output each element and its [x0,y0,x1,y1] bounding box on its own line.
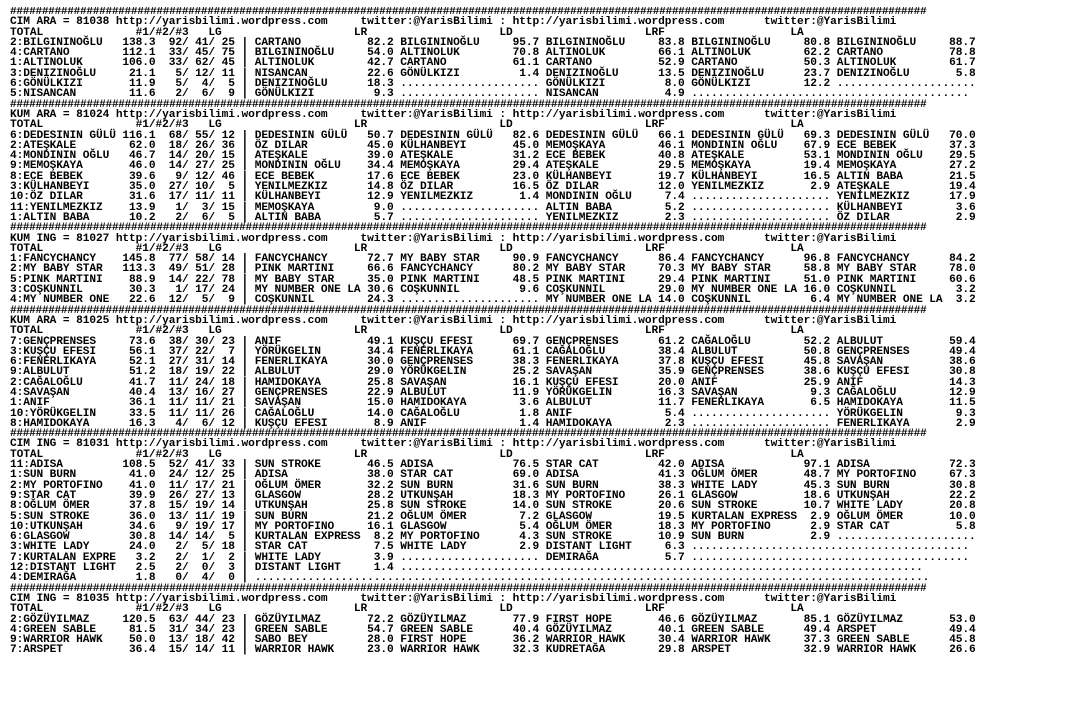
horse-row-line: 3:WHITE LADY 24.0 2/ 5/ 18 | STAR CAT 7.5 WHITE LADY 2.9 DISTANT LIGHT 6.3 .......................................... [10,541,969,554]
horse-row-line: 10:YÖRÜKGELIN 33.5 11/ 11/ 26 | CAĞALOĞLU 14.0 CAĞALOĞLU 1.8 ANIF 5.4 ..................... YÖRÜKGELIN 9.3 [10,407,976,420]
horse-row-line: 5:PINK MARTINI 88.9 14/ 22/ 78 | MY BABY STAR 35.0 PINK MARTINI 48.5 PINK MARTINI 29.4 PINK MARTINI 51.0 PINK MARTINI 60.6 [10,273,976,286]
horse-row-line: 10:UTKUNŞAH 34.6 9/ 19/ 17 | MY PORTOFINO 16.1 GLASGOW 5.4 OĞLUM ÖMER 18.3 MY PORTOFINO 2.9 STAR CAT 5.8 [10,520,976,533]
horse-row-line: 6:DEDESININ GÜLÜ 116.1 68/ 55/ 12 | DEDESININ GÜLÜ 50.7 DEDESININ GÜLÜ 82.6 DEDESININ GÜLÜ 66.1 DEDESININ GÜLÜ 69.3 DEDESININ GÜLÜ 70.0 [10,129,976,142]
horse-row-line: 3:KUŞÇU EFESI 56.1 37/ 22/ 7 | YÖRÜKGELIN 34.4 FENERLIKAYA 61.1 CAĞALOĞLU 38.4 ALBULUT 50.8 GENÇPRENSES 49.4 [10,345,976,358]
horse-row-line: 2:CAĞALOĞLU 41.7 11/ 24/ 18 | HAMIDOKAYA 25.8 SAVAŞAN 16.1 KUŞÇU EFESI 20.0 ANIF 25.9 ANIF 14.3 [10,376,976,389]
column-header-line: TOTAL #1/#2/#3 LG LR LD LRF LA [10,325,804,338]
horse-row-line: 11:ADISA 108.5 52/ 41/ 33 | SUN STROKE 46.5 ADISA 76.5 STAR CAT 42.0 ADISA 97.1 ADISA 72.3 [10,459,976,472]
horse-row-line: 11:YENILMEZKIZ 13.9 1/ 3/ 15 | MEMOŞKAYA 9.0 ..................... ALTIN BABA 5.2 ..................... KÜLHANBEYI 3.6 [10,201,976,214]
horse-row-line: 7:GENÇPRENSES 73.6 38/ 30/ 23 | ANIF 49.1 KUŞÇU EFESI 69.7 GENÇPRENSES 61.2 CAĞALOĞLU 52.2 ALBULUT 59.4 [10,335,976,348]
horse-row-line: 4:DEMIRAĞA 1.8 0/ 4/ 0 | ...................................................................................................... [10,572,930,585]
column-header-line: TOTAL #1/#2/#3 LG LR LD LRF LA [10,242,804,255]
separator-line: ################################################################################################################################################ [10,304,927,317]
race-header-line: KUM ARA = 81025 http://yarisbilimi.wordpress.com twitter:@YarisBilimi : http://yarisbilimi.wordpress.com twitter:@YarisBilimi [10,314,897,327]
horse-row-line: 4:MONDININ OĞLU 46.7 14/ 20/ 15 | ATEŞKALE 39.0 ATEŞKALE 31.2 ECE BEBEK 40.8 ATEŞKALE 53.1 MONDININ OĞLU 29.5 [10,150,976,163]
horse-row-line: 2:MY BABY STAR 113.3 49/ 51/ 28 | PINK MARTINI 66.6 FANCYCHANCY 80.2 MY BABY STAR 70.3 MY BABY STAR 58.8 MY BABY STAR 78.0 [10,263,976,276]
separator-line: ################################################################################################################################################ [10,7,927,18]
column-header-line: TOTAL #1/#2/#3 LG LR LD LRF LA [10,26,804,39]
horse-row-line: 2:GÖZÜYILMAZ 120.5 63/ 44/ 23 | GÖZÜYILMAZ 72.2 GÖZÜYILMAZ 77.9 FIRST HOPE 46.6 GÖZÜYILMAZ 85.1 GÖZÜYILMAZ 53.0 [10,613,976,626]
horse-row-line: 7:ARSPET 36.4 15/ 14/ 11 | WARRIOR HAWK 23.0 WARRIOR HAWK 32.3 KUDRETAĞA 29.8 ARSPET 32.9 WARRIOR HAWK 26.6 [10,644,976,657]
horse-row-line: 1:ALTIN BABA 10.2 2/ 6/ 5 | ALTIN BABA 5.7 ..................... YENILMEZKIZ 2.3 ..................... ÖZ DILAR 2.9 [10,211,976,224]
horse-row-line: 5:SUN STROKE 36.0 13/ 11/ 19 | SUN BURN 21.2 OĞLUM ÖMER 7.2 GLASGOW 19.5 KURTALAN EXPRESS 2.9 OĞLUM ÖMER 10.0 [10,510,976,523]
horse-row-line: 1:SUN BURN 41.0 24/ 12/ 25 | ADISA 38.0 STAR CAT 69.0 ADISA 41.3 OĞLUM ÖMER 48.7 MY PORTOFINO 67.3 [10,469,976,482]
race-header-line: CIM ING = 81035 http://yarisbilimi.wordpress.com twitter:@YarisBilimi : http://yarisbilimi.wordpress.com twitter:@YarisBilimi [10,592,897,605]
race-header-line: CIM ARA = 81038 http://yarisbilimi.wordpress.com twitter:@YarisBilimi : http://yarisbilimi.wordpress.com twitter:@YarisBilimi [10,16,897,29]
column-header-line: TOTAL #1/#2/#3 LG LR LD LRF LA [10,119,804,132]
horse-row-line: 4:GREEN SABLE 81.5 31/ 34/ 23 | GREEN SABLE 54.7 GREEN SABLE 40.4 GÖZÜYILMAZ 40.1 GREEN SABLE 49.4 ARSPET 49.4 [10,623,976,636]
horse-row-line: 2:ATEŞKALE 62.0 18/ 26/ 36 | ÖZ DILAR 45.0 KÜLHANBEYI 45.0 MEMOŞKAYA 46.1 MONDININ OĞLU 67.9 ECE BEBEK 37.3 [10,139,976,152]
race-header-line: KUM ING = 81027 http://yarisbilimi.wordpress.com twitter:@YarisBilimi : http://yarisbilimi.wordpress.com twitter:@YarisBilimi [10,232,897,245]
horse-row-line: 1:ALTINOLUK 106.0 33/ 62/ 45 | ALTINOLUK 42.7 CARTANO 61.1 CARTANO 52.9 CARTANO 50.3 ALTINOLUK 61.7 [10,57,976,70]
horse-row-line: 8:ECE BEBEK 39.6 9/ 12/ 46 | ECE BEBEK 17.6 ECE BEBEK 23.0 KÜLHANBEYI 19.7 KÜLHANBEYI 16.5 ALTIN BABA 21.5 [10,170,976,183]
column-header-line: TOTAL #1/#2/#3 LG LR LD LRF LA [10,448,804,461]
horse-row-line: 7:KURTALAN EXPRE 3.2 2/ 1/ 2 | WHITE LADY 3.9 ..................... DEMIRAĞA 5.7 .......................................... [10,551,969,564]
horse-row-line: 1:FANCYCHANCY 145.8 77/ 58/ 14 | FANCYCHANCY 72.7 MY BABY STAR 90.9 FANCYCHANCY 86.4 FANCYCHANCY 96.8 FANCYCHANCY 84.2 [10,253,976,266]
horse-row-line: 3:DENIZINOĞLU 21.1 5/ 12/ 11 | NISANCAN 22.6 GÖNÜLKIZI 1.4 DENIZINOĞLU 13.5 DENIZINOĞLU 23.7 DENIZINOĞLU 5.8 [10,67,976,80]
separator-line: ################################################################################################################################################ [10,98,927,111]
horse-row-line: 10:ÖZ DILAR 31.6 17/ 11/ 11 | KÜLHANBEYI 12.9 YENILMEZKIZ 1.4 MONDININ OĞLU 7.4 ..................... YENILMEZKIZ 17.9 [10,191,976,204]
separator-line: ################################################################################################################################################ [10,428,927,441]
horse-row-line: 8:OĞLUM ÖMER 37.8 15/ 19/ 14 | UTKUNŞAH 25.8 SUN STROKE 14.0 SUN STROKE 20.6 SUN STROKE 10.7 WHITE LADY 20.8 [10,500,976,513]
horse-row-line: 1:ANIF 36.1 11/ 11/ 21 | SAVAŞAN 15.0 HAMIDOKAYA 3.6 ALBULUT 11.7 FENERLIKAYA 6.5 HAMIDOKAYA 11.5 [10,397,976,410]
horse-row-line: 6:GLASGOW 30.8 14/ 14/ 5 | KURTALAN EXPRESS 8.2 MY PORTOFINO 4.3 SUN STROKE 10.9 SUN BURN 2.9 ..................... [10,531,976,544]
horse-row-line: 9:STAR CAT 39.9 26/ 27/ 13 | GLASGOW 28.2 UTKUNŞAH 18.3 MY PORTOFINO 26.1 GLASGOW 18.6 UTKUNŞAH 22.2 [10,489,976,502]
horse-row-line: 8:HAMIDOKAYA 16.3 4/ 6/ 12 | KUŞÇU EFESI 8.9 ANIF 1.4 HAMIDOKAYA 2.3 ..................... FENERLIKAYA 2.9 [10,417,976,430]
horse-row-line: 5:NISANCAN 11.6 2/ 6/ 9 | GÖNÜLKIZI 9.3 ..................... NISANCAN 4.9 .......................................... [10,88,969,101]
horse-row-line: 9:MEMOŞKAYA 46.0 14/ 27/ 25 | MONDININ OĞLU 34.4 MEMOŞKAYA 29.4 ATEŞKALE 29.5 MEMOŞKAYA 19.4 MEMOŞKAYA 27.2 [10,160,976,173]
race-report-sheet [10,7,1074,707]
horse-row-line: 3:COŞKUNNIL 30.3 1/ 17/ 24 | MY NUMBER ONE LA 30.6 COŞKUNNIL 9.6 COŞKUNNIL 29.0 MY NUMBER ONE LA 16.0 COŞKUNNIL 3.2 [10,284,976,297]
horse-row-line: 2:MY PORTOFINO 41.0 11/ 17/ 21 | OĞLUM ÖMER 32.2 SUN BURN 31.6 SUN BURN 38.3 WHITE LADY 45.3 SUN BURN 30.8 [10,479,976,492]
race-header-line: KUM ARA = 81024 http://yarisbilimi.wordpress.com twitter:@YarisBilimi : http://yarisbilimi.wordpress.com twitter:@YarisBilimi [10,108,897,121]
column-header-line: TOTAL #1/#2/#3 LG LR LD LRF LA [10,603,804,616]
horse-row-line: 12:DISTANT LIGHT 2.5 2/ 0/ 3 | DISTANT LIGHT 1.4 ............................................................................... [10,562,923,575]
separator-line: ################################################################################################################################################ [10,582,927,595]
horse-row-line: 6:GÖNÜLKIZI 11.9 5/ 4/ 5 | DENIZINOĞLU 18.3 ..................... GÖNÜLKIZI 8.0 GÖNÜLKIZI 12.2 ..................... [10,78,976,91]
horse-row-line: 4:SAVAŞAN 40.4 13/ 16/ 27 | GENÇPRENSES 22.9 ALBULUT 11.9 YÖRÜKGELIN 16.3 SAVAŞAN 9.3 CAĞALOĞLU 12.9 [10,386,976,399]
horse-row-line: 9:ALBULUT 51.2 18/ 19/ 22 | ALBULUT 29.0 YÖRÜKGELIN 25.2 SAVAŞAN 35.9 GENÇPRENSES 38.6 KUŞÇU EFESI 30.8 [10,366,976,379]
horse-row-line: 4:MY NUMBER ONE 22.6 12/ 5/ 9 | COŞKUNNIL 24.3 ..................... MY NUMBER ONE LA 14.0 COŞKUNNIL 6.4 MY NUMBER ONE LA 3.2 [10,294,976,307]
horse-row-line: 9:WARRIOR HAWK 50.0 13/ 18/ 42 | SABO BEY 28.0 FIRST HOPE 36.2 WARRIOR HAWK 30.4 WARRIOR HAWK 37.3 GREEN SABLE 45.8 [10,634,976,647]
race-header-line: CIM ING = 81031 http://yarisbilimi.wordpress.com twitter:@YarisBilimi : http://yarisbilimi.wordpress.com twitter:@YarisBilimi [10,438,897,451]
horse-row-line: 6:FENERLIKAYA 52.1 27/ 31/ 14 | FENERLIKAYA 30.0 GENÇPRENSES 38.3 FENERLIKAYA 37.8 KUŞÇU EFESI 45.8 SAVAŞAN 38.6 [10,356,976,369]
separator-line: ################################################################################################################################################ [10,222,927,235]
horse-row-line: 3:KÜLHANBEYI 35.0 27/ 10/ 5 | YENILMEZKIZ 14.8 ÖZ DILAR 16.5 ÖZ DILAR 12.0 YENILMEZKIZ 2.9 ATEŞKALE 19.4 [10,181,976,194]
horse-row-line: 4:CARTANO 112.1 33/ 45/ 75 | BILGININOĞLU 54.0 ALTINOLUK 70.8 ALTINOLUK 66.1 ALTINOLUK 62.2 CARTANO 78.8 [10,47,976,60]
horse-row-line: 2:BILGININOĞLU 138.3 92/ 41/ 25 | CARTANO 82.2 BILGININOĞLU 95.7 BILGININOĞLU 83.8 BILGININOĞLU 80.8 BILGININOĞLU 88.7 [10,36,976,49]
